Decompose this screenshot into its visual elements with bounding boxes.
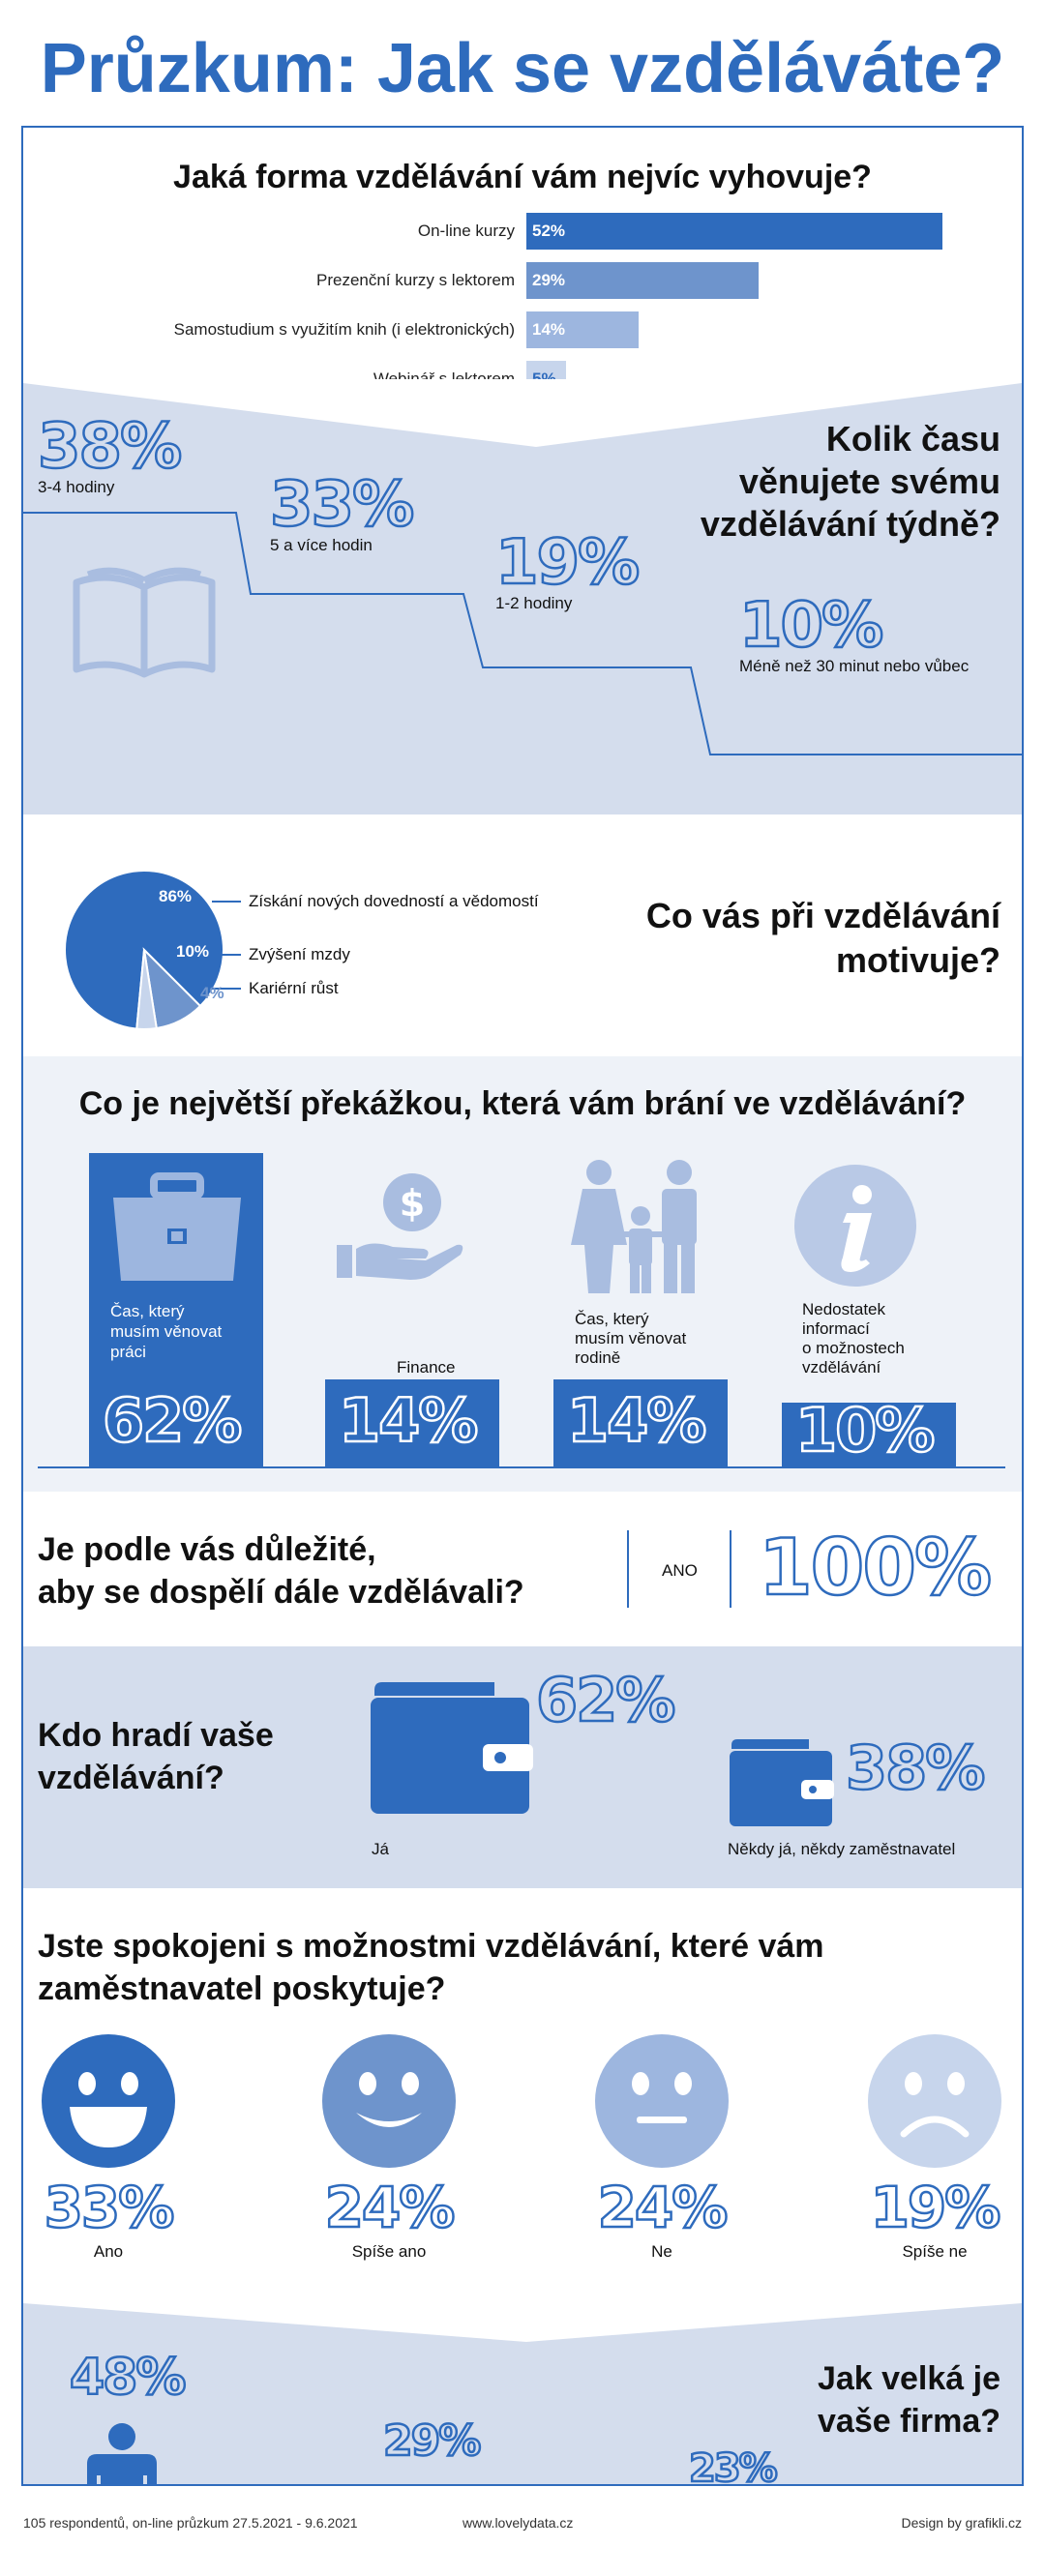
sad-face-icon — [867, 2033, 1002, 2169]
obstacle-pct-work: 62% — [103, 1385, 241, 1456]
info-icon — [792, 1163, 918, 1288]
obstacle-label-finance: Finance — [397, 1358, 456, 1377]
satisfaction-pct-no: 24% — [597, 2175, 727, 2240]
obstacle-pct-finance: 14% — [339, 1385, 477, 1456]
satisfaction-label-rather-no: Spíše ne — [902, 2242, 968, 2261]
divider-left — [627, 1530, 629, 1608]
footer-source: 105 respondentů, on-line průzkum 27.5.2021 - 9.6.2021 — [23, 2515, 358, 2531]
who-pays-pct-mixed: 38% — [846, 1732, 984, 1803]
section-obstacles — [23, 1056, 1022, 1492]
section-importance — [23, 1492, 1022, 1646]
section-time-per-week — [23, 379, 1022, 814]
learning-form-bar: 14% — [526, 311, 639, 348]
section-learning-form — [23, 128, 1022, 379]
company-pct-small: 23% — [689, 2446, 776, 2486]
company-size-people — [23, 2299, 1022, 2486]
big-smile-icon — [41, 2033, 176, 2169]
pie-label-4: 4% — [200, 984, 224, 1002]
section-satisfaction — [23, 1888, 1022, 2299]
obstacle-label-work: Čas, který musím věnovat práci — [110, 1302, 223, 1361]
footer-website[interactable]: www.lovelydata.cz — [463, 2515, 574, 2531]
divider-right — [730, 1530, 732, 1608]
page-title: Průzkum: Jak se vzděláváte? — [40, 30, 1005, 107]
pie-legend-skills: Získání nových dovedností a vědomostí — [249, 892, 539, 910]
family-icon — [565, 1158, 710, 1298]
pie-leader-lines — [23, 814, 333, 1056]
satisfaction-pct-rather-yes: 24% — [324, 2175, 454, 2240]
infographic-frame — [21, 126, 1024, 2486]
pie-legend-salary: Zvýšení mzdy — [249, 945, 350, 963]
section-motivation-question: Co vás při vzdělávání motivuje? — [645, 896, 1000, 980]
obstacle-pct-info: 10% — [795, 1395, 934, 1466]
pie-label-10: 10% — [176, 942, 210, 961]
neutral-face-icon — [594, 2033, 730, 2169]
who-pays-label-me: Já — [372, 1840, 389, 1858]
wallet-large-icon — [369, 1680, 533, 1816]
learning-form-label: Prezenční kurzy s lektorem — [315, 271, 515, 289]
pie-label-86: 86% — [159, 887, 193, 905]
obstacle-label-info: Nedostatek informací o možnostech vzdělávání — [802, 1300, 905, 1377]
person-large-icon — [83, 2423, 161, 2486]
svg-text:$: $ — [399, 1182, 426, 1225]
wallet-small-icon — [728, 1737, 834, 1826]
learning-form-bar: 29% — [526, 262, 759, 299]
briefcase-icon — [105, 1172, 249, 1288]
satisfaction-pct-rather-no: 19% — [870, 2175, 1000, 2240]
importance-answer: ANO — [662, 1561, 698, 1580]
section-who-pays-question: Kdo hradí vaše vzdělávání? — [38, 1717, 274, 1796]
learning-form-label: Samostudium s využitím knih (i elektronických) — [173, 320, 515, 339]
time-item-1: 38% 3-4 hodiny — [38, 411, 181, 496]
footer-credit: Design by grafikli.cz — [901, 2515, 1022, 2531]
smile-icon — [321, 2033, 457, 2169]
who-pays-label-mixed: Někdy já, někdy zaměstnavatel — [728, 1840, 956, 1858]
obstacle-pct-family: 14% — [567, 1385, 705, 1456]
who-pays-pct-me: 62% — [536, 1665, 674, 1735]
section-obstacles-question: Co je největší překážkou, která vám brání ve vzdělávání? — [78, 1085, 967, 1122]
satisfaction-pct-yes: 33% — [44, 2175, 173, 2240]
person-medium-icon — [420, 2483, 466, 2486]
section-motivation — [23, 814, 1022, 1056]
obstacle-label-family: Čas, který musím věnovat rodině — [575, 1310, 687, 1367]
time-item-4: 10% Méně než 30 minut nebo vůbec — [739, 590, 970, 675]
book-icon — [67, 553, 222, 689]
company-pct-large: 48% — [70, 2349, 185, 2407]
importance-pct: 100% — [759, 1523, 991, 1613]
satisfaction-label-no: Ne — [651, 2242, 672, 2261]
pie-legend-career: Kariérní růst — [249, 979, 339, 997]
section-time-question: Kolik času věnujete svému vzdělávání týdně? — [700, 419, 1000, 544]
time-item-2: 33% 5 a více hodin — [270, 469, 413, 554]
section-who-pays — [23, 1646, 1022, 1888]
obstacles-baseline — [38, 1466, 1005, 1468]
satisfaction-label-yes: Ano — [93, 2242, 124, 2261]
section-learning-form-question: Jaká forma vzdělávání vám nejvíc vyhovuje? — [173, 159, 872, 195]
learning-form-label: On-line kurzy — [417, 222, 515, 240]
money-hand-icon — [333, 1168, 468, 1284]
section-company-size-question: Jak velká je vaše firma? — [817, 2360, 1000, 2440]
time-item-3: 19% 1-2 hodiny — [495, 527, 639, 612]
learning-form-bar: 52% — [526, 213, 942, 250]
section-importance-question: Je podle vás důležité, aby se dospělí dále vzdělávali? — [38, 1531, 524, 1611]
satisfaction-label-rather-yes: Spíše ano — [351, 2242, 427, 2261]
company-pct-medium: 29% — [383, 2416, 480, 2466]
section-satisfaction-question: Jste spokojeni s možnostmi vzdělávání, které vám zaměstnavatel poskytuje? — [38, 1928, 824, 2007]
